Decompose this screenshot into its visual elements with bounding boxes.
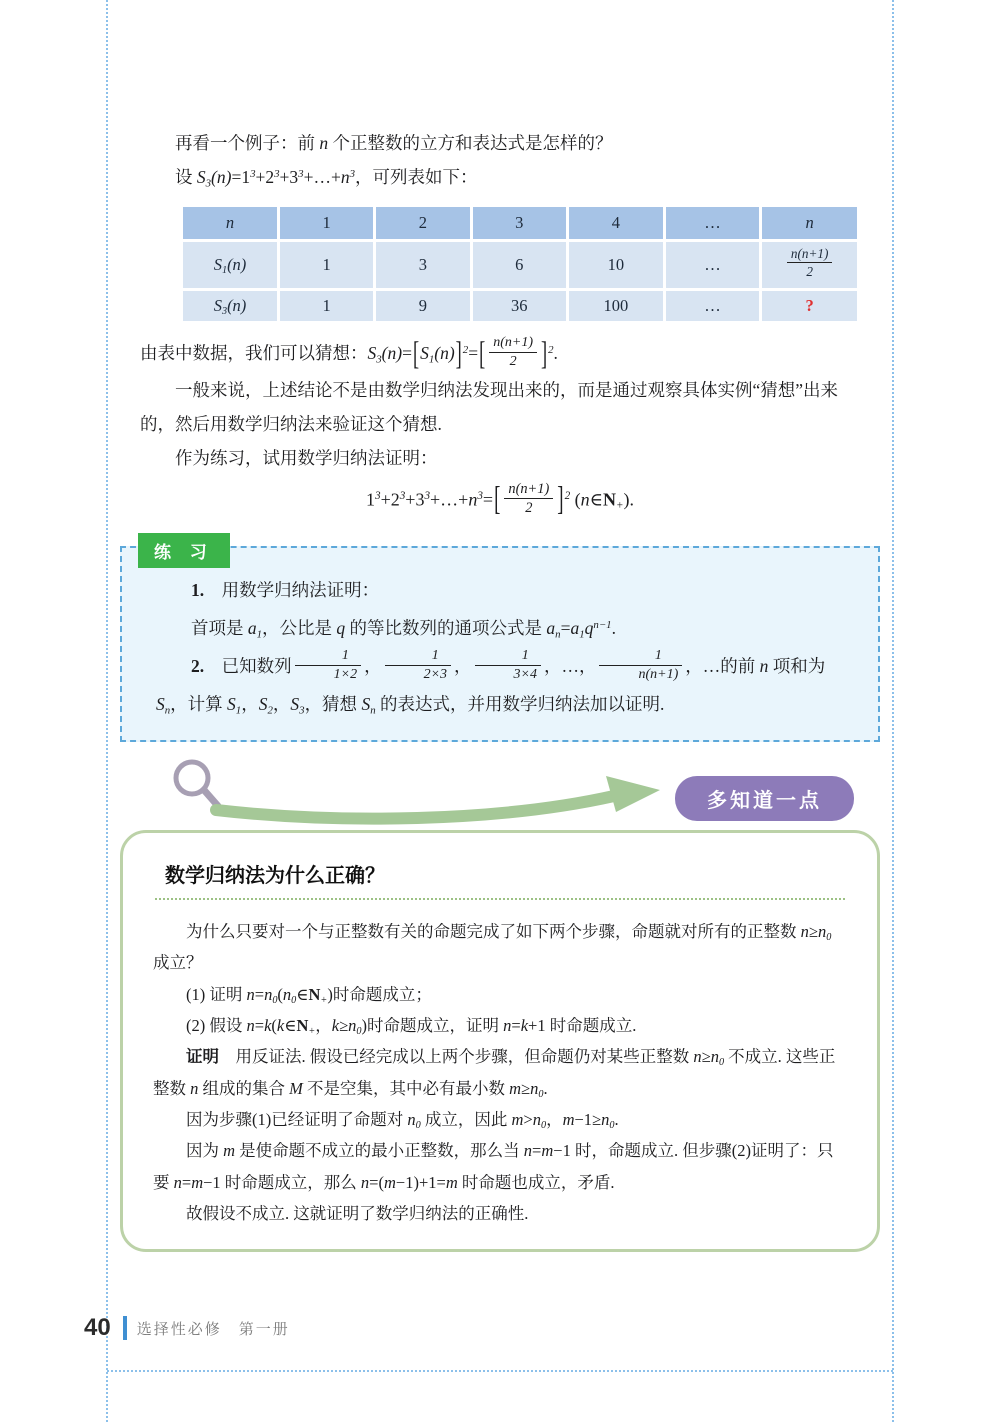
page-border-bottom (107, 1370, 893, 1372)
table-row-s3 (182, 289, 859, 322)
conclusion-paragraph: 故假设不成立. 这就证明了数学归纳法的正确性. (186, 1203, 529, 1223)
footer-divider (123, 1316, 127, 1340)
exercise-label: 练 习 (138, 533, 230, 568)
exercise-item-1-head: 1. 用数学归纳法证明： (191, 580, 380, 601)
intro-question: 再看一个例子：前 n 个正整数的立方和表达式是怎样的？ (175, 133, 613, 153)
table-row-s1 (182, 241, 859, 289)
table-cell: 1 (279, 206, 375, 241)
table-cell: 6 (471, 241, 568, 289)
table-cell: 9 (375, 289, 471, 322)
dotted-rule (155, 898, 845, 900)
table-cell: … (664, 241, 761, 289)
table-cell: 36 (471, 289, 568, 322)
exercise-item-2: 2. 已知数列 $\frac{1}{1\times 2}$ ， $\frac{1}{2\times 3}$ ， $\frac{1}{3\times 4}$ ，…， $\frac{1}{n(n+1)}$ ，…的前 n 项和为 $S_n$，计算 $S_1$，$S_2$，$S_3$，猜想 $S_n$ 的表达式，并用数学归纳法加以证明. (156, 647, 826, 717)
table-cell: n (182, 206, 279, 241)
table-header-row (182, 206, 859, 241)
table-cell: $\frac{n(n+1)}{2}$ (761, 241, 859, 289)
know-more-header (140, 754, 860, 830)
exercise-item-1-body: 首项是 $a_1$，公比是 q 的等比数列的通项公式是 $a_n=a_1q^{n-1}$. (191, 617, 616, 641)
table-cell: 2 (375, 206, 471, 241)
table-cell: 3 (471, 206, 568, 241)
table-cell: ? (761, 289, 859, 322)
practice-intro: 作为练习，试用数学归纳法证明： (175, 448, 438, 469)
conjecture-line: 由表中数据，我们可以猜想：$S_3(n)=[S_1(n)]^2=$[ $\frac{n(n+1)}{2}$ ]$^2$. (140, 334, 558, 372)
explanation-paragraph: 一般来说，上述结论不是由数学归纳法发现出来的，而是通过观察具体实例“猜想”出来的，然后用数学归纳法来验证这个猜想. (140, 380, 839, 435)
know-more-title: 数学归纳法为什么正确？ (165, 864, 385, 887)
know-more-badge: 多知道一点 (675, 776, 854, 821)
table-cell: $S_3(n)$ (182, 289, 279, 322)
intro-setup: 设 $S_3(n)=1^3+2^3+3^3+\dots+n^3$，可列表如下： (175, 167, 478, 190)
table-cell: 10 (568, 241, 665, 289)
table-cell: … (664, 206, 761, 241)
table-cell: … (664, 289, 761, 322)
table-cell: n (761, 206, 859, 241)
exercise-box (120, 543, 880, 742)
proof-paragraph: 证明 用反证法. 假设已经完成以上两个步骤，但命题仍对某些正整数 $n\ge n_0$ 不成立. 这些正整数 n 组成的集合 M 不是空集，其中必有最小数 $m\ge n_0$. (153, 1047, 836, 1100)
table-cell: 4 (568, 206, 665, 241)
page-border-right (892, 0, 894, 1422)
cube-sum-formula: $1^3+2^3+3^3+\dots+n^3=$[ $\frac{n(n+1)}{2}$ ]$^2$ $(n\in N_+)$. (365, 480, 634, 520)
table-cell: 1 (279, 241, 375, 289)
page-footer (84, 1314, 290, 1342)
values-table (180, 204, 860, 323)
page-number: 40 (84, 1314, 111, 1341)
table-cell: 100 (568, 289, 665, 322)
why-paragraph: 为什么只要对一个与正整数有关的命题完成了如下两个步骤，命题就对所有的正整数 $n\ge n_0$ 成立？ (153, 921, 832, 973)
know-more-box (120, 830, 880, 1252)
step-2: (2) 假设 $n=k(k\in N_+$，$k\ge n_0$)时命题成立，证明 n=k+1 时命题成立. (186, 1015, 637, 1037)
step1-consequence: 因为步骤(1)已经证明了命题对 $n_0$ 成立，因此 $m>n_0$，$m-1\ge n_0$. (186, 1109, 619, 1131)
table-cell: 1 (279, 289, 375, 322)
book-title: 选择性必修 第一册 (136, 1320, 290, 1338)
page-border-left (106, 0, 108, 1422)
minimal-counterexample-paragraph: 因为 m 是使命题不成立的最小正整数，那么当 n=m−1 时，命题成立. 但步骤(2)证明了：只要 n=m−1 时命题成立，那么 n=(m−1)+1=m 时命题也成立，矛盾. (153, 1141, 834, 1192)
step-1: (1) 证明 $n=n_0(n_0\in N_+)$时命题成立； (186, 984, 432, 1006)
curved-arrow-icon (198, 766, 668, 830)
page-content (140, 126, 860, 1252)
table-cell: 3 (375, 241, 471, 289)
table-cell: $S_1(n)$ (182, 241, 279, 289)
